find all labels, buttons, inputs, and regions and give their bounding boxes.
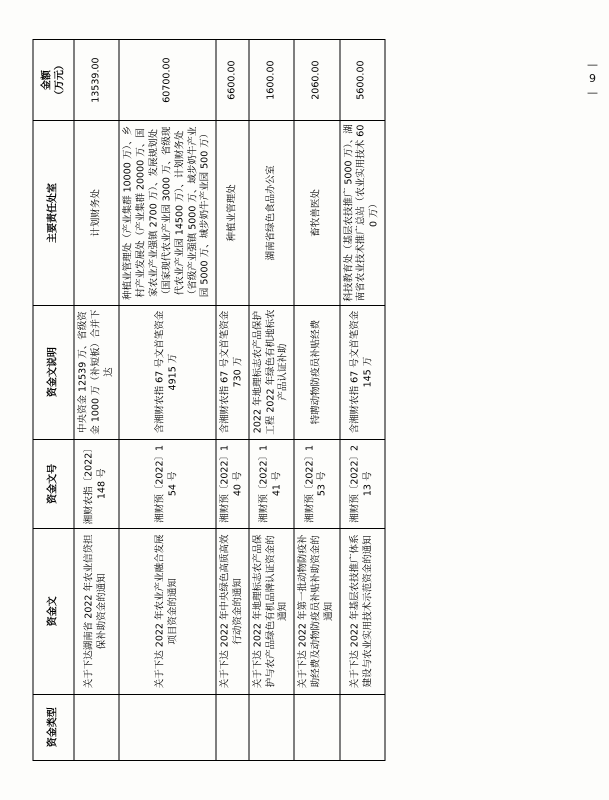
cell-doc-no: 湘财预〔2022〕153 号 xyxy=(294,439,339,529)
col-header-doc-no: 资金文号 xyxy=(33,439,74,529)
cell-doc-no: 湘财农指〔2022〕148 号 xyxy=(74,439,119,529)
col-header-doc: 资金文 xyxy=(33,529,74,694)
table-row xyxy=(119,40,216,761)
page-number: —9— xyxy=(586,58,599,100)
cell-amount: 13539.00 xyxy=(74,40,119,121)
col-header-amount xyxy=(33,40,74,121)
cell-type xyxy=(248,694,293,760)
cell-doc-no: 湘财预〔2022〕140 号 xyxy=(216,439,249,529)
cell-amount: 6600.00 xyxy=(216,40,249,121)
cell-doc: 关于下达 2022 年农业产业融合发展项目资金的通知 xyxy=(119,529,216,694)
funding-table xyxy=(32,39,385,761)
table-row xyxy=(74,40,119,761)
cell-amount: 60700.00 xyxy=(119,40,216,121)
col-header-type: 资金类型 xyxy=(33,694,74,760)
cell-amount: 2060.00 xyxy=(294,40,339,121)
cell-doc: 关于下达 2022 年中央绿色高质高效行动资金的通知 xyxy=(216,529,249,694)
table-row xyxy=(294,40,339,761)
cell-doc: 关于下达 2022 年地理标志农产品保护与农产品绿色有机品牌认证资金的通知 xyxy=(248,529,293,694)
cell-desc: 含湘财农指 67 号文首笔资金 730 万 xyxy=(216,305,249,439)
cell-desc: 含湘财农指 67 号文首笔资金 4915 万 xyxy=(119,305,216,439)
cell-doc: 关于下达湖南省 2022 年农业信贷担保补助资金的通知 xyxy=(74,529,119,694)
cell-desc: 中央资金 12539 万、省级资金 1000 万（补短板）合并下达 xyxy=(74,305,119,439)
table-row xyxy=(248,40,293,761)
cell-dept: 计划财务处 xyxy=(74,121,119,305)
cell-doc-no: 湘财预〔2022〕141 号 xyxy=(248,439,293,529)
cell-desc: 2022 年地理标志农产品保护工程 2022 年绿色有机地标农产品认证补助 xyxy=(248,305,293,439)
table-body xyxy=(74,40,385,761)
cell-type xyxy=(119,694,216,760)
funding-table-container xyxy=(32,39,577,761)
cell-amount: 1600.00 xyxy=(248,40,293,121)
cell-desc: 特聘动物防疫员补贴经费 xyxy=(294,305,339,439)
col-header-amount-line2: （万元） xyxy=(54,60,65,101)
col-header-desc: 资金文说明 xyxy=(33,305,74,439)
col-header-dept: 主要责任处室 xyxy=(33,121,74,305)
table-header xyxy=(33,40,74,761)
col-header-amount-line1: 金额 xyxy=(40,70,52,91)
cell-doc-no: 湘财预〔2022〕154 号 xyxy=(119,439,216,529)
cell-dept: 种植业管理处 xyxy=(216,121,249,305)
cell-doc: 关于下达 2022 年第一批动物防疫补助经费及动物防疫员补贴补助资金的通知 xyxy=(294,529,339,694)
cell-doc-no: 湘财预〔2022〕213 号 xyxy=(339,439,384,529)
cell-type xyxy=(74,694,119,760)
cell-type xyxy=(339,694,384,760)
table-row xyxy=(339,40,384,761)
cell-dept: 畜牧兽医处 xyxy=(294,121,339,305)
table-row xyxy=(216,40,249,761)
table-header-row xyxy=(33,40,74,761)
cell-amount: 5600.00 xyxy=(339,40,384,121)
cell-dept: 种植业管理处（产业集群 10000 万）、乡村产业发展处（产业集群 20000 万、国家农业产业强镇 2700 万）、发展规划处（国家现代农业产业园 3000 万、省级现代农业产业园 14500 万）、计划财务处（省级产业强镇 5000 万、域步奶牛产业园 5000 万、城步奶牛产业园 500 万） xyxy=(119,121,216,305)
cell-type xyxy=(294,694,339,760)
cell-dept: 湖南省绿色食品办公室 xyxy=(248,121,293,305)
cell-desc: 含湘财农指 67 号文首笔资金 145 万 xyxy=(339,305,384,439)
cell-dept: 科技教育处（基层农技推广 5000 万）、湖南省农业技术推广总站（农业实用技术 600 万） xyxy=(339,121,384,305)
cell-type xyxy=(216,694,249,760)
cell-doc: 关于下达 2022 年基层农技推广体系建设与农业实用技术示范资金的通知 xyxy=(339,529,384,694)
